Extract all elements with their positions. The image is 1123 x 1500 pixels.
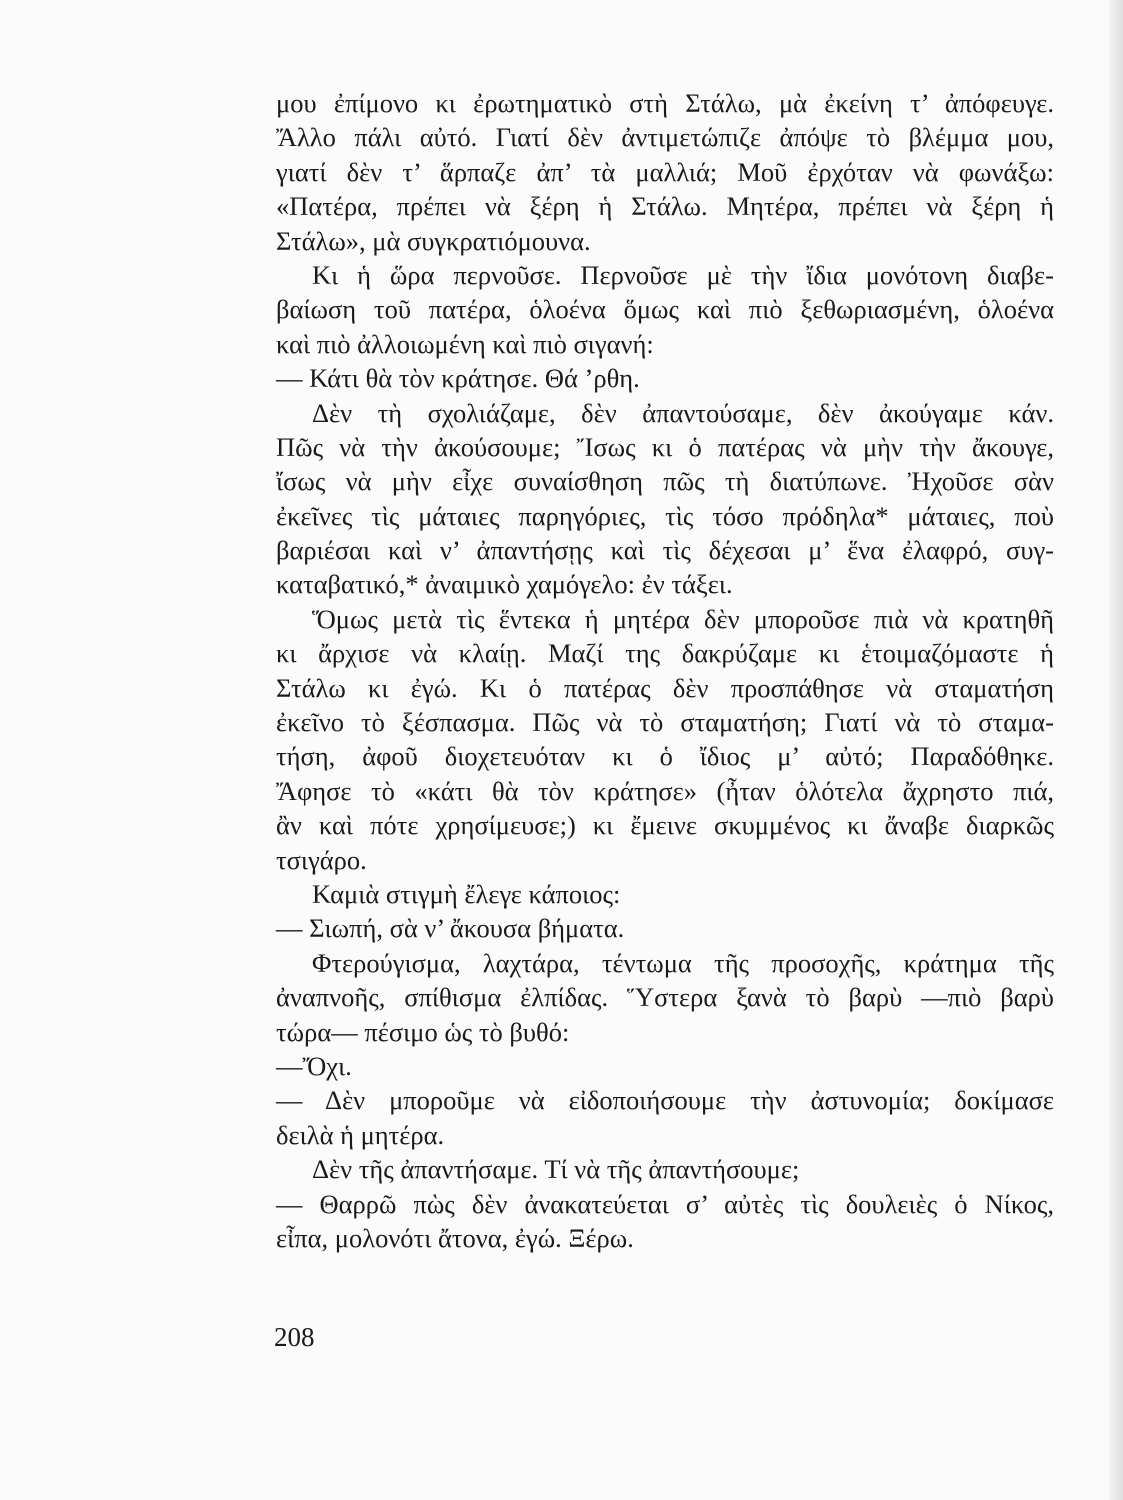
text-line: Στάλω», μὰ συγκρατιόμουνα. bbox=[276, 225, 591, 256]
text-line: —Ὄχι. bbox=[276, 1050, 352, 1081]
text-line: Ἄφησε τὸ «κάτι θὰ τὸν κράτησε» (ἦταν ὁλότελα ἄχρηστο πιά, bbox=[276, 775, 1054, 806]
page-edge-shadow bbox=[1109, 0, 1123, 1500]
text-line: Καμιὰ στιγμὴ ἔλεγε κάποιος: bbox=[312, 878, 621, 909]
text-line: καταβατικό,* ἀναιμικὸ χαμόγελο: ἐν τάξει. bbox=[276, 569, 733, 600]
text-line: Ἄλλο πάλι αὐτό. Γιατί δὲν ἀντιμετώπιζε ἀπόψε τὸ βλέμμα μου, bbox=[276, 122, 1054, 153]
text-line: Στάλω κι ἐγώ. Κι ὁ πατέρας δὲν προσπάθησε νὰ σταματήση bbox=[276, 672, 1054, 703]
text-line: Δὲν τῆς ἀπαντήσαμε. Τί νὰ τῆς ἀπαντήσουμε; bbox=[312, 1154, 800, 1185]
text-line: βαίωση τοῦ πατέρα, ὁλοένα ὅμως καὶ πιὸ ξεθωριασμένη, ὁλοένα bbox=[276, 294, 1054, 325]
text-line: Ὅμως μετὰ τὶς ἕντεκα ἡ μητέρα δὲν μποροῦσε πιὰ νὰ κρατηθῆ bbox=[312, 603, 1054, 634]
text-line: τσιγάρο. bbox=[276, 844, 367, 875]
page-number: 208 bbox=[274, 1322, 315, 1352]
text-line: εἶπα, μολονότι ἄτονα, ἐγώ. Ξέρω. bbox=[276, 1222, 634, 1253]
text-line: δειλὰ ἡ μητέρα. bbox=[276, 1119, 445, 1150]
text-line: καὶ πιὸ ἀλλοιωμένη καὶ πιὸ σιγανή: bbox=[276, 328, 654, 359]
body-text bbox=[276, 86, 1054, 1255]
text-line: ἀναπνοῆς, σπίθισμα ἐλπίδας. Ὕστερα ξανὰ τὸ βαρὺ —πιὸ βαρὺ bbox=[276, 982, 1054, 1013]
text-line: — Κάτι θὰ τὸν κράτησε. Θά ’ρθη. bbox=[276, 363, 640, 394]
text-line: Πῶς νὰ τὴν ἀκούσουμε; Ἴσως κι ὁ πατέρας νὰ μὴν τὴν ἄκουγε, bbox=[276, 431, 1054, 462]
text-line: ἴσως νὰ μὴν εἶχε συναίσθηση πῶς τὴ διατύπωνε. Ἠχοῦσε σὰν bbox=[276, 466, 1054, 497]
text-line: «Πατέρα, πρέπει νὰ ξέρη ἡ Στάλω. Μητέρα, πρέπει νὰ ξέρη ἡ bbox=[276, 191, 1054, 222]
text-line: ἂν καὶ πότε χρησίμευσε;) κι ἔμεινε σκυμμένος κι ἄναβε διαρκῶς bbox=[276, 810, 1054, 841]
text-line: Κι ἡ ὥρα περνοῦσε. Περνοῦσε μὲ τὴν ἴδια μονότονη διαβε- bbox=[312, 259, 1054, 290]
text-line: Φτερούγισμα, λαχτάρα, τέντωμα τῆς προσοχῆς, κράτημα τῆς bbox=[312, 947, 1054, 978]
text-line: μου ἐπίμονο κι ἐρωτηματικὸ στὴ Στάλω, μὰ ἐκείνη τ’ ἀπόφευγε. bbox=[276, 88, 1054, 118]
text-line: κι ἄρχισε νὰ κλαίῃ. Μαζί της δακρύζαμε κι ἑτοιμαζόμαστε ἡ bbox=[276, 638, 1054, 669]
text-line: γιατί δὲν τ’ ἅρπαζε ἀπ’ τὰ μαλλιά; Μοῦ ἐρχόταν νὰ φωνάξω: bbox=[276, 156, 1054, 187]
text-line: τώρα— πέσιμο ὡς τὸ βυθό: bbox=[276, 1016, 570, 1047]
text-line: ἐκεῖνες τὶς μάταιες παρηγόριες, τὶς τόσο πρόδηλα* μάταιες, ποὺ bbox=[276, 500, 1054, 531]
text-line: Δὲν τὴ σχολιάζαμε, δὲν ἀπαντούσαμε, δὲν ἀκούγαμε κάν. bbox=[312, 397, 1054, 428]
text-line: ἐκεῖνο τὸ ξέσπασμα. Πῶς νὰ τὸ σταματήση; Γιατί νὰ τὸ σταμα- bbox=[276, 707, 1054, 738]
text-line: τήση, ἀφοῦ διοχετευόταν κι ὁ ἴδιος μ’ αὐτό; Παραδόθηκε. bbox=[276, 741, 1054, 772]
text-line: βαριέσαι καὶ ν’ ἀπαντήσῃς καὶ τὶς δέχεσαι μ’ ἕνα ἐλαφρό, συγ- bbox=[276, 535, 1054, 566]
text-line: — Σιωπή, σὰ ν’ ἄκουσα βήματα. bbox=[276, 913, 625, 944]
text-line: — Δὲν μποροῦμε νὰ εἰδοποιήσουμε τὴν ἀστυνομία; δοκίμασε bbox=[276, 1085, 1054, 1116]
text-line: — Θαρρῶ πὼς δὲν ἀνακατεύεται σ’ αὐτὲς τὶς δουλειὲς ὁ Νίκος, bbox=[276, 1188, 1054, 1219]
